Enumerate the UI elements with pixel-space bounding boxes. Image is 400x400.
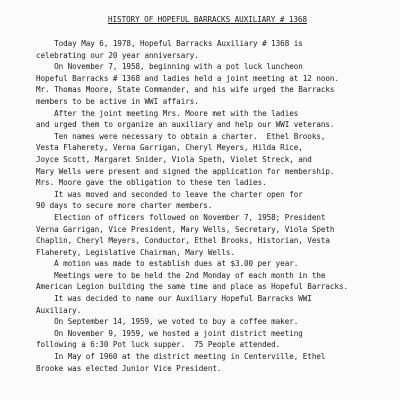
text-line: On September 14, 1959, we voted to buy a coffee maker. (36, 317, 299, 327)
text-line: and urged them to organize an auxiliary and help our WWI veterans. (36, 120, 335, 130)
text-line: Meetings were to be held the 2nd Monday of each month in the (36, 270, 326, 280)
text-line: A motion was made to establish dues at $3.00 per year. (36, 259, 299, 269)
text-line: Flaherety, Legislative Chairman, Mary Wells. (36, 247, 235, 257)
text-line: On November 9, 1959, we hosted a joint district meeting (36, 328, 303, 338)
text-line: following a 6:30 Pot luck supper. 75 People attended. (36, 340, 281, 350)
text-line: American Legion building the same time and place as Hopeful Barracks. (36, 282, 349, 292)
text-line: It was decided to name our Auxiliary Hopeful Barracks WWI (36, 294, 312, 304)
text-line: Chaplin, Cheryl Meyers, Conductor, Ethel Brooks, Historian, Vesta (36, 236, 330, 246)
text-line: Verna Garrigan, Vice President, Mary Wells, Secretary, Viola Speth (36, 224, 335, 234)
text-line: On November 7, 1958, beginning with a pot luck luncheon (36, 62, 303, 72)
document-body (36, 38, 392, 374)
document-title: HISTORY OF HOPEFUL BARRACKS AUXILIARY # 1368 (108, 15, 307, 24)
text-line: It was moved and seconded to leave the charter open for (36, 189, 303, 199)
text-line: Vesta Flaherety, Verna Garrigan, Cheryl Meyers, Hilda Rice, (36, 143, 303, 153)
text-line: 90 days to secure more charter members. (36, 201, 213, 211)
text-line: Joyce Scott, Margaret Snider, Viola Speth, Violet Streck, and (36, 154, 312, 164)
text-line: Ten names were necessary to obtain a charter. Ethel Brooks, (36, 131, 326, 141)
text-line: celebrating our 20 year anniversary. (36, 50, 199, 60)
text-line: Mrs. Moore gave the obligation to these ten ladies. (36, 178, 267, 188)
text-line: Today May 6, 1978, Hopeful Barracks Auxiliary # 1368 is (36, 39, 303, 48)
text-line: Brooke was elected Junior Vice President. (36, 363, 222, 373)
text-line: In May of 1960 at the district meeting in Centerville, Ethel (36, 352, 326, 362)
text-line: Election of officers followed on November 7, 1958; President (36, 212, 326, 222)
text-line: Hopeful Barracks # 1368 and ladies held a joint meeting at 12 noon. (36, 73, 339, 83)
text-line: Auxiliary. (36, 305, 82, 315)
text-line: Mr. Thomas Moore, State Commander, and his wife urged the Barracks (36, 85, 335, 95)
text-line: Mary Wells were present and signed the application for membership. (36, 166, 335, 176)
text-line: After the joint meeting Mrs. Moore met with the ladies (36, 108, 299, 118)
text-line: members to be active in WWI affairs. (36, 96, 199, 106)
